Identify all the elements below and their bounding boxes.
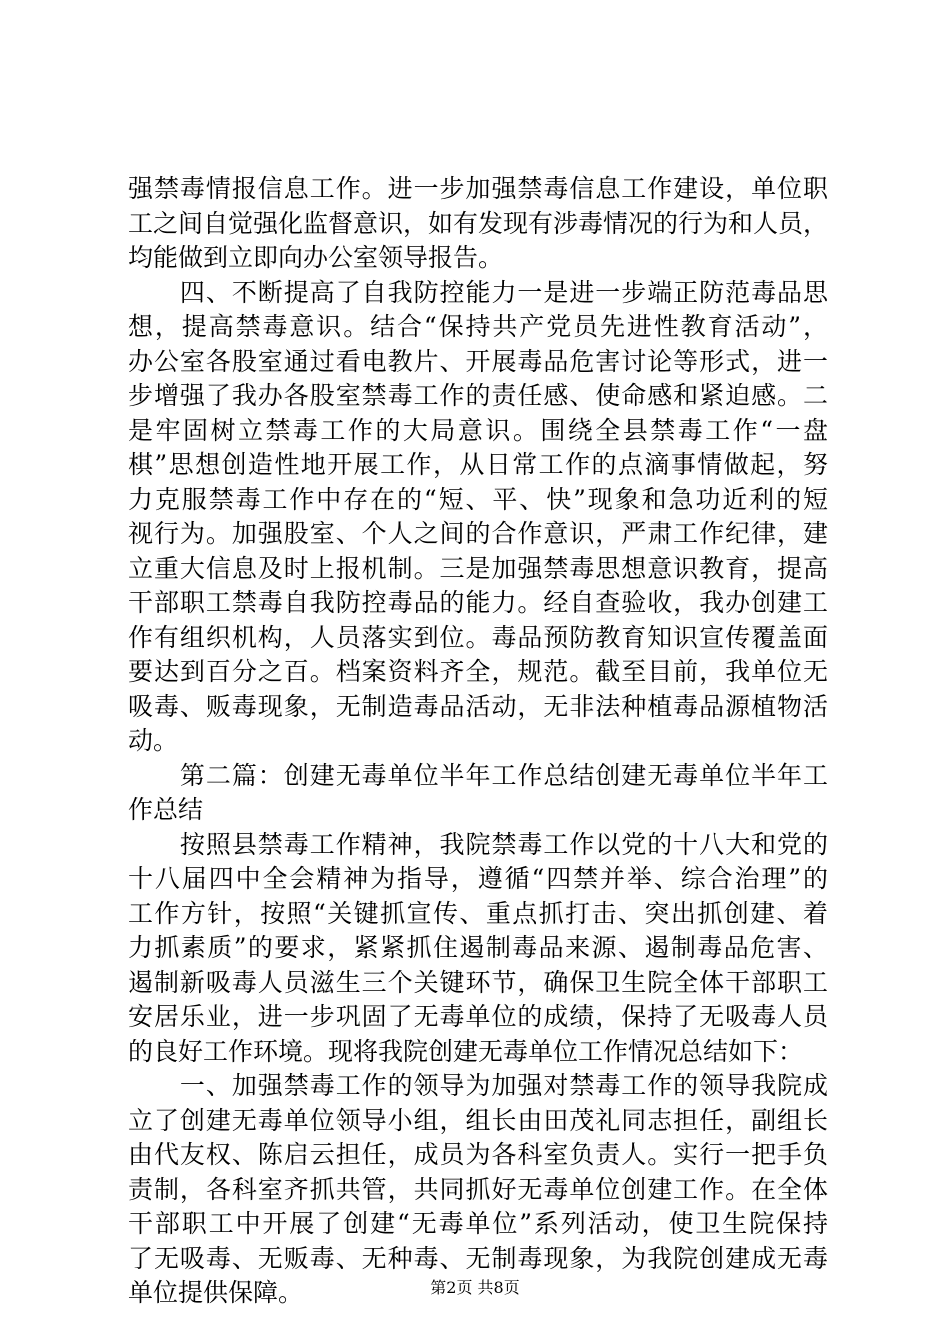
text-line: 作总结 (128, 795, 204, 824)
text-line: 干部职工禁毒自我防控毒品的能力。经自查验收，我办创建工 (128, 588, 828, 617)
text-line: 干部职工中开展了创建“无毒单位”系列活动，使卫生院保持 (128, 1209, 828, 1238)
text-line: 强禁毒情报信息工作。进一步加强禁毒信息工作建设，单位职 (128, 174, 828, 203)
page-number-footer: 第2页 共8页 (430, 1278, 520, 1297)
text-line: 第二篇：创建无毒单位半年工作总结创建无毒单位半年工 (128, 760, 828, 790)
text-line: 步增强了我办各股室禁毒工作的责任感、使命感和紧迫感。二 (128, 381, 828, 410)
text-line: 办公室各股室通过看电教片、开展毒品危害讨论等形式，进一 (128, 346, 828, 376)
text-line: 立了创建无毒单位领导小组，组长由田茂礼同志担任，副组长 (128, 1105, 828, 1135)
text-line: 动。 (128, 726, 179, 755)
text-line: 由代友权、陈启云担任，成员为各科室负责人。实行一把手负 (128, 1140, 828, 1169)
text-line: 吸毒、贩毒现象，无制造毒品活动，无非法种植毒品源植物活 (128, 691, 828, 721)
text-line: 视行为。加强股室、个人之间的合作意识，严肃工作纪律，建 (128, 519, 828, 548)
text-line: 了无吸毒、无贩毒、无种毒、无制毒现象，为我院创建成无毒 (128, 1243, 828, 1273)
text-line: 责制，各科室齐抓共管，共同抓好无毒单位创建工作。在全体 (128, 1174, 828, 1204)
text-line: 力克服禁毒工作中存在的“短、平、快”现象和急功近利的短 (128, 484, 828, 514)
text-line: 一、加强禁毒工作的领导为加强对禁毒工作的领导我院成 (128, 1071, 828, 1100)
text-line: 力抓素质”的要求，紧紧抓住遏制毒品来源、遏制毒品危害、 (128, 933, 828, 962)
text-line: 四、不断提高了自我防控能力一是进一步端正防范毒品思 (128, 277, 828, 307)
document-body (128, 172, 828, 1311)
text-line: 工之间自觉强化监督意识，如有发现有涉毒情况的行为和人员， (128, 208, 829, 238)
text-line: 单位提供保障。 (128, 1278, 304, 1307)
text-line: 想，提高禁毒意识。结合“保持共产党员先进性教育活动”， (128, 312, 828, 341)
text-line: 棋”思想创造性地开展工作，从日常工作的点滴事情做起，努 (128, 450, 828, 479)
text-line: 十八届四中全会精神为指导，遵循“四禁并举、综合治理”的 (128, 864, 828, 893)
text-line: 的良好工作环境。现将我院创建无毒单位工作情况总结如下： (128, 1036, 804, 1066)
text-line: 工作方针，按照“关键抓宣传、重点抓打击、突出抓创建、着 (128, 898, 828, 928)
text-line: 均能做到立即向办公室领导报告。 (128, 243, 504, 272)
text-line: 安居乐业，进一步巩固了无毒单位的成绩，保持了无吸毒人员 (128, 1002, 828, 1031)
text-line: 按照县禁毒工作精神，我院禁毒工作以党的十八大和党的 (128, 829, 828, 859)
text-line: 作有组织机构，人员落实到位。毒品预防教育知识宣传覆盖面 (128, 622, 828, 652)
text-line: 立重大信息及时上报机制。三是加强禁毒思想意识教育，提高 (128, 553, 828, 583)
text-line: 要达到百分之百。档案资料齐全，规范。截至目前，我单位无 (128, 657, 828, 686)
text-line: 遏制新吸毒人员滋生三个关键环节，确保卫生院全体干部职工 (128, 967, 828, 997)
text-line: 是牢固树立禁毒工作的大局意识。围绕全县禁毒工作“一盘 (128, 415, 828, 445)
